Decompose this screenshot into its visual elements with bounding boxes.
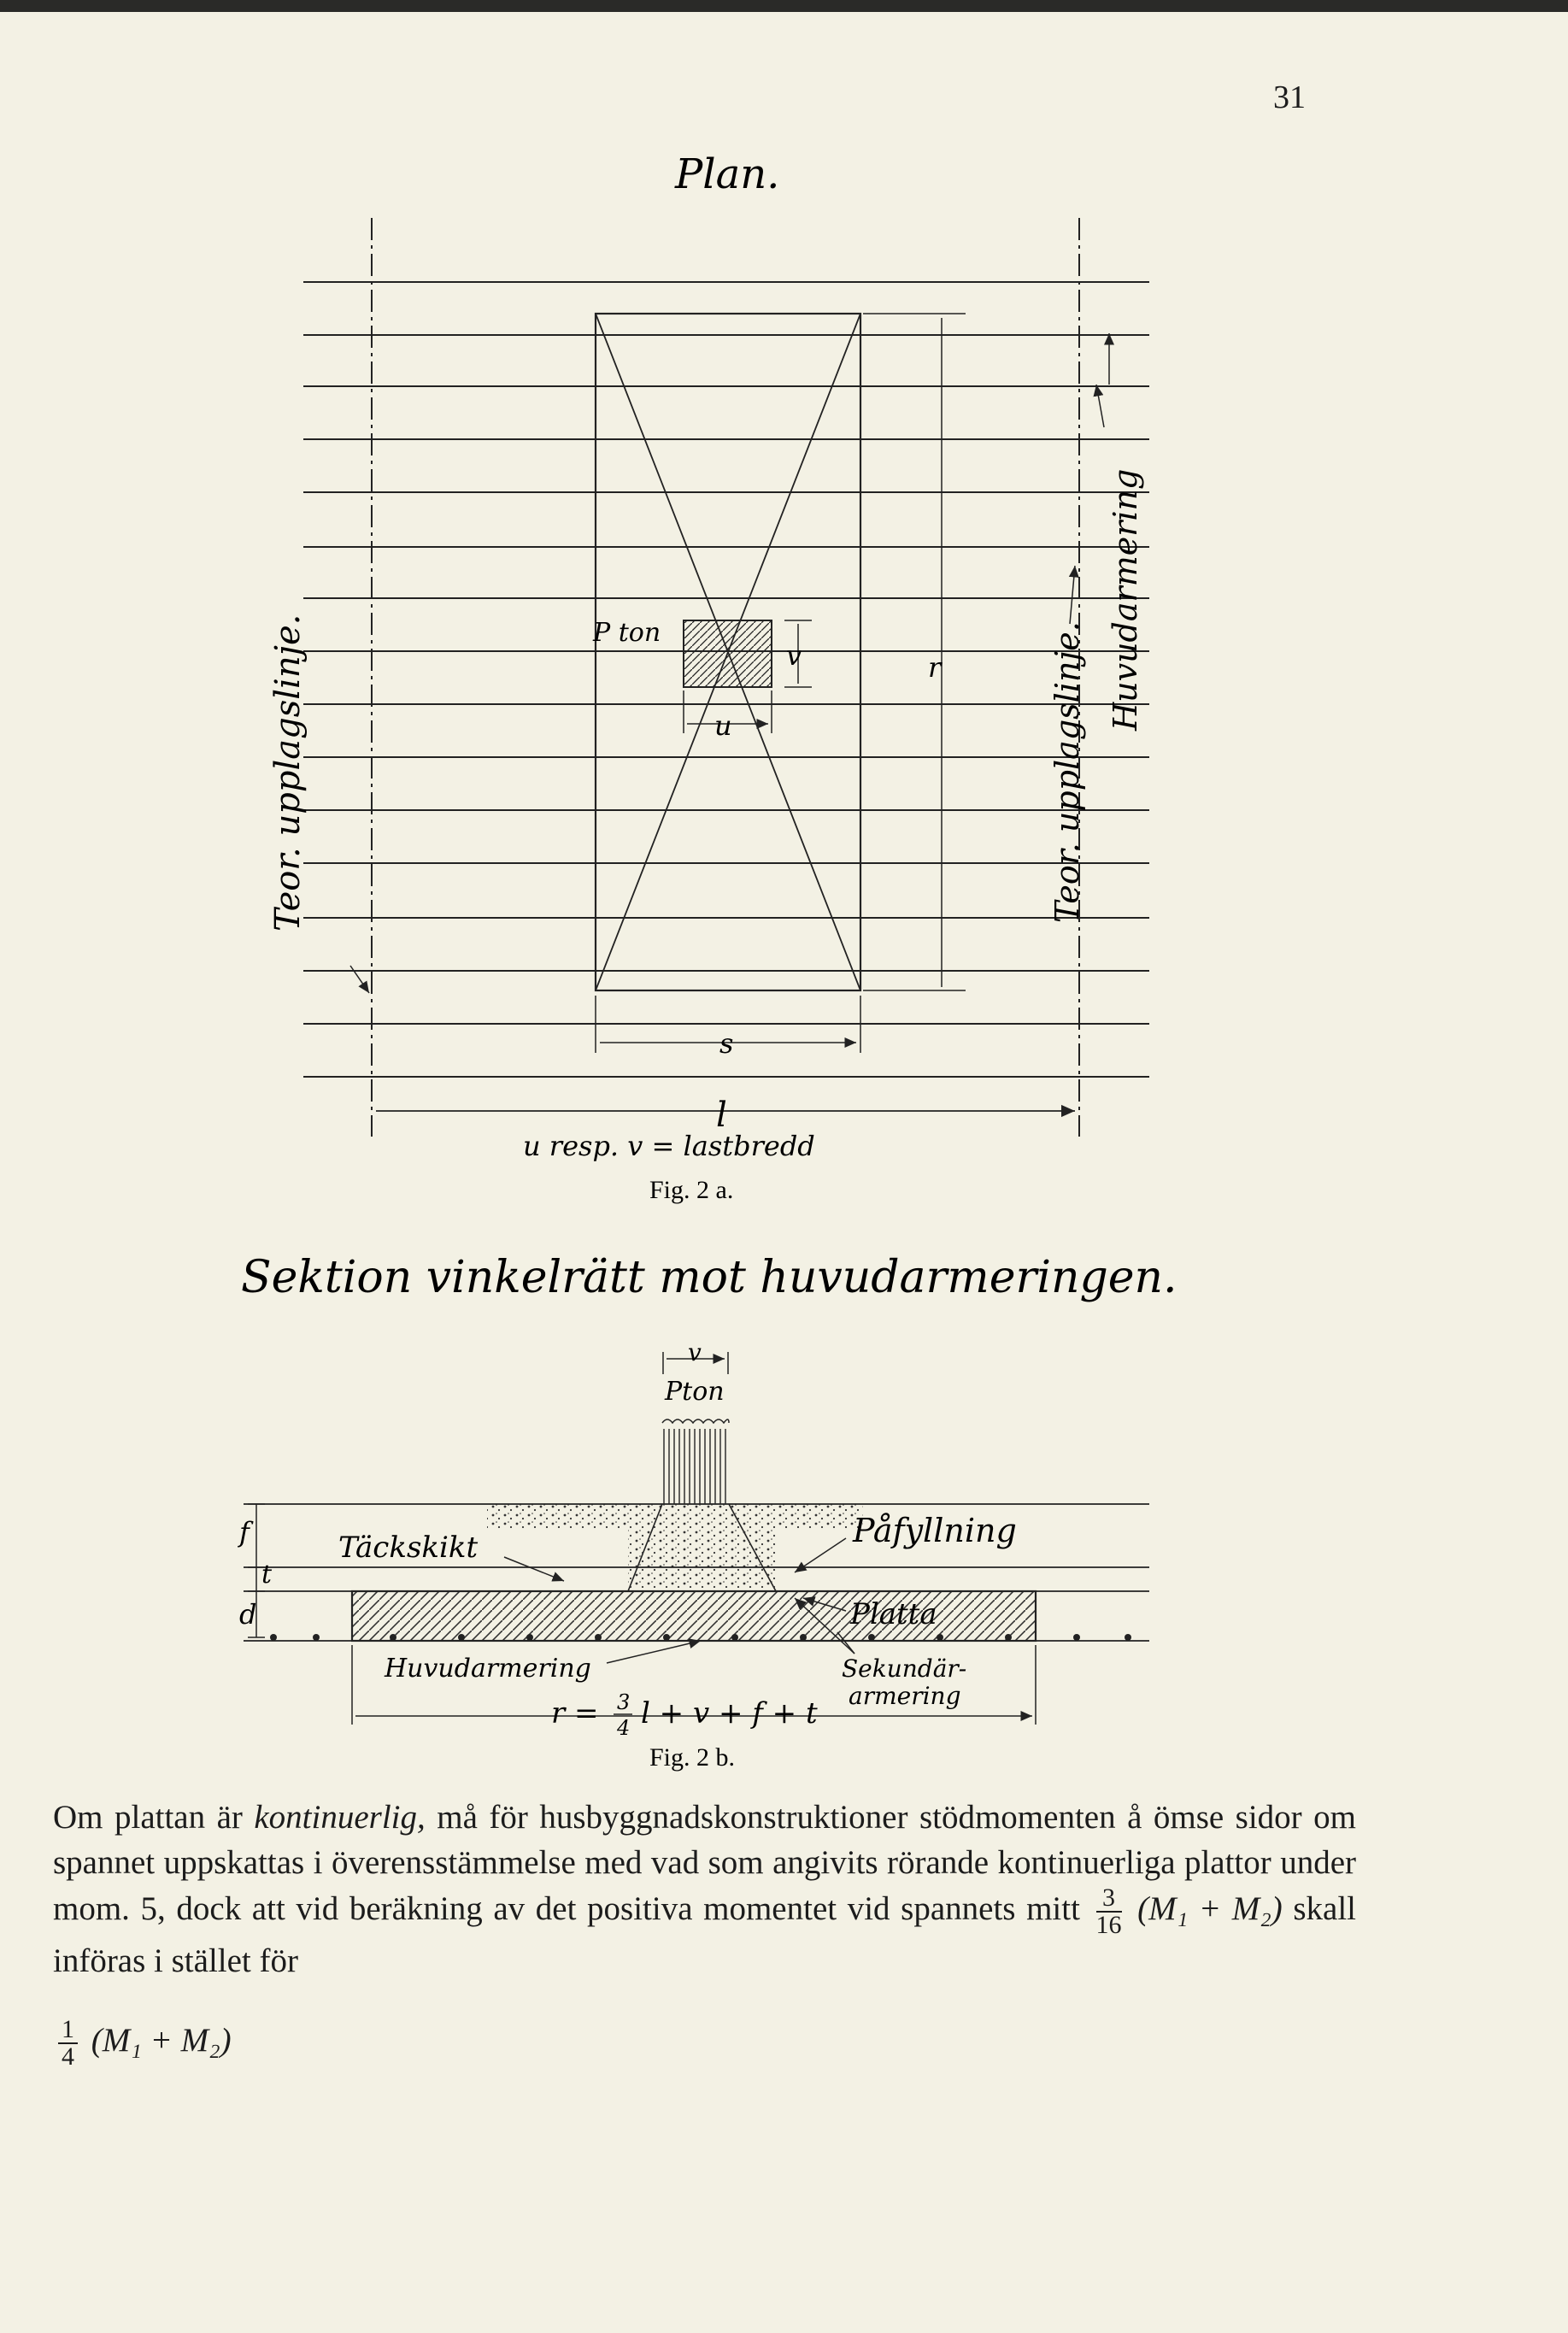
frac-num: 3: [1096, 1885, 1122, 1913]
dim-s-label: s: [719, 1027, 734, 1060]
formula-r: r =: [551, 1696, 599, 1731]
formula-frac-den: 4: [617, 1716, 631, 1740]
fig-2a-caption: Fig. 2 a.: [649, 1176, 734, 1204]
right-support-label: Teor. upplagslinje.: [1048, 621, 1086, 923]
section-dim-d: d: [239, 1598, 257, 1631]
para-text-cont: må för husbyggnadskonstruktioner stödmomenten å ömse sidor om spannet uppskattas i överensstämmelse med vad som angivits rörande kontinuerliga plattor under mom. 5, dock att vid beräkning av det positiva momentet vid spannets mitt: [53, 1799, 1356, 1927]
label-sekundar2: armering: [849, 1682, 961, 1710]
load-patch: [684, 620, 772, 687]
dim-r-label: r: [928, 651, 942, 684]
section-dim-v: v: [688, 1338, 702, 1366]
fraction-3-16: [1096, 1885, 1122, 1938]
main-reinforcement-label: Huvudarmering: [1107, 468, 1144, 731]
section-dim-t: t: [261, 1560, 273, 1590]
frac-den: 4: [62, 2042, 74, 2071]
dim-l-label: l: [716, 1096, 727, 1135]
para-text-start: Om plattan är: [53, 1799, 243, 1836]
label-huvudarmering: Huvudarmering: [385, 1654, 591, 1684]
body-line-last: [53, 2017, 232, 2070]
fig-2b-title: Sektion vinkelrätt mot huvudarmeringen.: [241, 1252, 1177, 1303]
para-emphasis: kontinuerlig,: [254, 1799, 426, 1836]
fig-2b-caption: Fig. 2 b.: [649, 1743, 736, 1772]
section-dim-f: f: [239, 1516, 250, 1548]
section-load-label: Pton: [665, 1377, 725, 1407]
dim-v-label: v: [786, 639, 802, 672]
para-text-end: skall införas i stället för: [53, 1889, 1357, 1979]
fig-2a-plan: [303, 218, 1149, 1137]
moment-expression-2: (M₁ + M₂): [91, 2021, 232, 2059]
formula-frac-num: 3: [617, 1690, 631, 1714]
label-platta: Platta: [850, 1597, 937, 1631]
load-label: P ton: [593, 618, 661, 648]
label-pafyllning: Påfyllning: [853, 1512, 1017, 1549]
fig-2a-title: Plan.: [675, 150, 780, 198]
moment-expression: (M₁ + M₂): [1137, 1889, 1283, 1927]
dim-u-label: u: [714, 709, 732, 742]
formula-rest: l + v + f + t: [641, 1696, 818, 1731]
label-sekundar: Sekundär-: [842, 1654, 967, 1683]
frac-num: 1: [58, 2017, 78, 2044]
load-width-note: u resp. v = lastbredd: [523, 1130, 815, 1162]
body-paragraph: [53, 1795, 1356, 1983]
page-number: 31: [1273, 79, 1306, 115]
label-tackskikt: Täckskikt: [338, 1531, 479, 1565]
frac-den: 16: [1095, 1911, 1122, 1939]
fraction-1-4: [58, 2017, 78, 2070]
left-support-label: Teor. upplagslinje.: [268, 614, 308, 931]
